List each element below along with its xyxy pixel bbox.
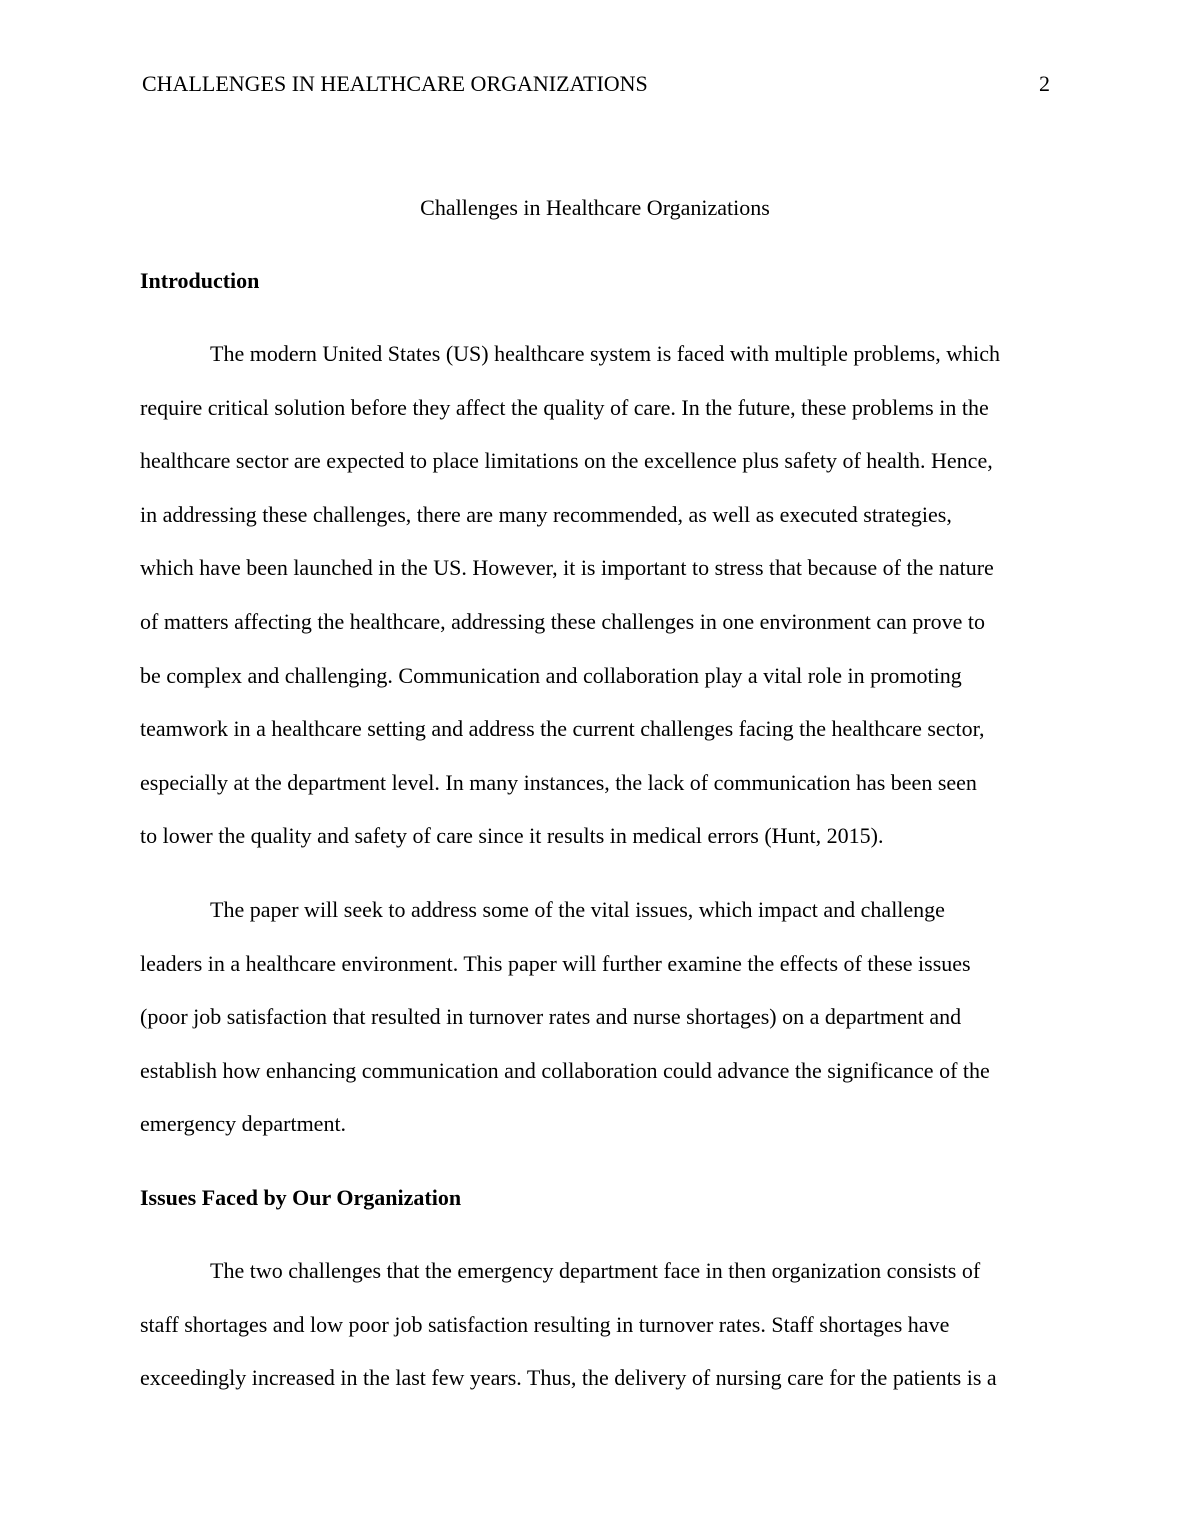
text-line: to lower the quality and safety of care since it results in medical errors (Hunt, 2015). bbox=[140, 823, 884, 849]
text-line: (poor job satisfaction that resulted in turnover rates and nurse shortages) on a department and bbox=[140, 1004, 962, 1030]
running-head-title: CHALLENGES IN HEALTHCARE ORGANIZATIONS bbox=[142, 71, 648, 96]
text-line: establish how enhancing communication and collaboration could advance the significance of the bbox=[140, 1057, 990, 1083]
running-head bbox=[142, 70, 1050, 98]
text-line: The paper will seek to address some of the vital issues, which impact and challenge bbox=[210, 897, 945, 922]
text-line: in addressing these challenges, there are many recommended, as well as executed strategies, bbox=[140, 501, 952, 527]
text-line: be complex and challenging. Communication and collaboration play a vital role in promoting bbox=[140, 662, 962, 688]
text-line: exceedingly increased in the last few years. Thus, the delivery of nursing care for the patients is a bbox=[140, 1365, 997, 1391]
paper-title: Challenges in Healthcare Organizations bbox=[420, 195, 770, 220]
text-line: which have been launched in the US. However, it is important to stress that because of the nature bbox=[140, 555, 994, 581]
text-line: emergency department. bbox=[140, 1111, 347, 1137]
page-number: 2 bbox=[1039, 71, 1050, 96]
section-heading-issues: Issues Faced by Our Organization bbox=[140, 1185, 462, 1210]
text-line: leaders in a healthcare environment. This paper will further examine the effects of these issues bbox=[140, 950, 971, 976]
paragraph-issues-1 bbox=[140, 1244, 1050, 1405]
text-line: of matters affecting the healthcare, addressing these challenges in one environment can prove to bbox=[140, 608, 986, 634]
paragraph-intro-1 bbox=[140, 327, 1050, 863]
text-line: staff shortages and low poor job satisfaction resulting in turnover rates. Staff shortages have bbox=[140, 1311, 950, 1337]
text-line: especially at the department level. In many instances, the lack of communication has been seen bbox=[140, 769, 977, 795]
text-line: The modern United States (US) healthcare system is faced with multiple problems, which bbox=[210, 341, 1000, 366]
paragraph-intro-2 bbox=[140, 883, 1050, 1151]
text-line: The two challenges that the emergency department face in then organization consists of bbox=[210, 1258, 981, 1283]
text-line: teamwork in a healthcare setting and address the current challenges facing the healthcare sector, bbox=[140, 716, 985, 742]
section-heading-introduction: Introduction bbox=[140, 268, 260, 293]
text-line: require critical solution before they affect the quality of care. In the future, these problems in the bbox=[140, 394, 989, 420]
text-line: healthcare sector are expected to place limitations on the excellence plus safety of health. Hence, bbox=[140, 448, 993, 474]
